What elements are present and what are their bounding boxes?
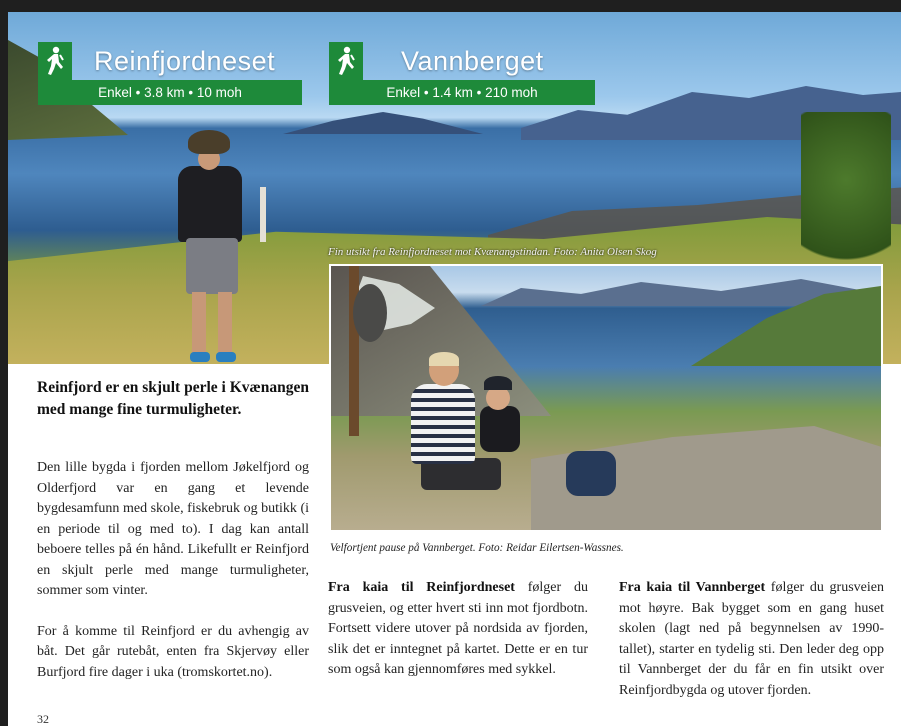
paragraph: følger du grusveien, og etter hvert sti inn mot fjordbotn. Fortsett videre utover på nordsida av fjorden, slik det er inntegnet på kartet. Dette er en tur som også kan gjennomføres med sykkel. <box>328 580 588 677</box>
intro-text: Reinfjord er en skjult perle i Kvænangen med mange fine turmuligheter. <box>37 379 309 418</box>
trail-name: Vannberget <box>401 45 544 76</box>
trail-info: Enkel • 1.4 km • 210 moh <box>329 80 595 105</box>
trail-name: Reinfjordneset <box>94 45 276 76</box>
magazine-page <box>8 12 901 726</box>
hiker-figure <box>168 130 248 362</box>
column-2 <box>328 578 588 701</box>
section-lead: Fra kaia til Reinfjordneset <box>328 580 515 595</box>
trail-info: Enkel • 3.8 km • 10 moh <box>38 80 302 105</box>
section-lead: Fra kaia til Vannberget <box>619 580 766 595</box>
inset-photo <box>329 264 883 532</box>
trail-badge-reinfjordneset <box>38 42 302 106</box>
page-number: 32 <box>37 712 49 726</box>
hiker-icon <box>329 42 363 80</box>
paragraph: følger du grusveien mot høyre. Bak bygget som en gang huset skolen (lagt ned på begynnelsen av 1990-tallet), starter en tydelig sti. Den leder deg opp til Vannberget der du får en fin utsikt over Reinfjordbygda og utover fjorden. <box>619 580 884 698</box>
photo-caption: Velfortjent pause på Vannberget. Foto: Reidar Eilertsen-Wassnes. <box>330 542 624 554</box>
hiker-icon <box>38 42 72 80</box>
column-3 <box>619 578 884 721</box>
paragraph: Den lille bygda i fjorden mellom Jøkelfjord og Olderfjord var en gang et levende bygdesamfunn med skole, fiskebruk og butikk (i en periode til og med to). I dag kan antall beboere telles på én hånd. Likefullt er Reinfjord en skjult perle med mange turmuligheter, sommer som vinter. <box>37 460 309 598</box>
paragraph: For å komme til Reinfjord er du avhengig av båt. Det går rutebåt, enten fra Skjervøy eller Burfjord fire dager i uka (tromskortet.no). <box>37 623 309 680</box>
photo-caption: Fin utsikt fra Reinfjordneset mot Kvænangstindan. Foto: Anita Olsen Skog <box>328 246 657 258</box>
column-1 <box>37 458 309 703</box>
trail-badge-vannberget <box>329 42 595 106</box>
